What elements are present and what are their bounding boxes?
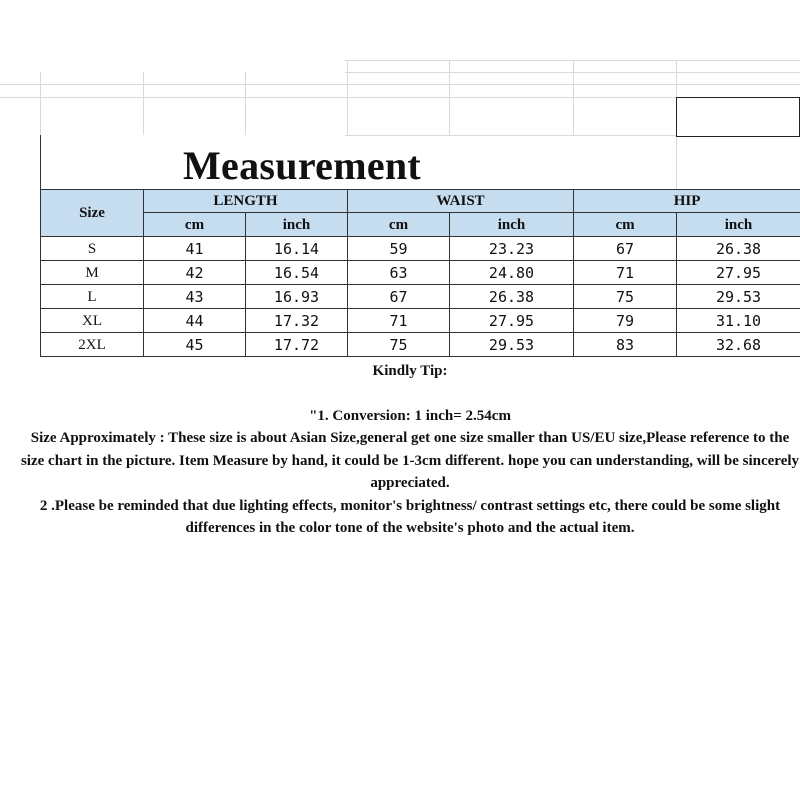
hip-group-header: HIP (574, 190, 800, 213)
size-label: S (41, 237, 144, 261)
table-cell: 16.54 (246, 261, 348, 285)
table-cell: 17.72 (246, 333, 348, 357)
table-cell: 31.10 (677, 309, 800, 333)
size-label: 2XL (41, 333, 144, 357)
table-cell: 26.38 (450, 285, 574, 309)
empty-cell-box (676, 97, 800, 137)
table-frame-edge (40, 135, 41, 190)
table-cell: 16.93 (246, 285, 348, 309)
background-gridline (449, 60, 450, 135)
table-cell: 42 (144, 261, 246, 285)
size-label: L (41, 285, 144, 309)
notes-section (20, 360, 800, 540)
table-cell: 29.53 (677, 285, 800, 309)
table-cell: 67 (348, 285, 450, 309)
unit-header: cm (348, 213, 450, 237)
table-cell: 79 (574, 309, 677, 333)
unit-header: inch (246, 213, 348, 237)
group-header-row (41, 190, 800, 213)
background-gridline (676, 135, 677, 189)
unit-header-row (41, 213, 800, 237)
unit-header: inch (677, 213, 800, 237)
table-cell: 75 (574, 285, 677, 309)
table-cell: 27.95 (450, 309, 574, 333)
table-cell: 75 (348, 333, 450, 357)
table-cell: 16.14 (246, 237, 348, 261)
table-cell: 17.32 (246, 309, 348, 333)
table-cell: 67 (574, 237, 677, 261)
table-cell: 63 (348, 261, 450, 285)
table-row (41, 309, 800, 333)
table-row (41, 237, 800, 261)
size-approximately-note: Size Approximately : These size is about Asian Size,general get one size smaller than US/EU size,Please reference to the size chart in the picture. Item Measure by hand, it could be 1-3cm different. hope you can understanding, will be sincerely appreciated. (20, 430, 800, 491)
size-column-header: Size (41, 190, 144, 237)
tip-heading: Kindly Tip: (372, 363, 448, 379)
background-gridline (245, 72, 246, 135)
table-cell: 43 (144, 285, 246, 309)
conversion-note: "1. Conversion: 1 inch= 2.54cm (309, 407, 511, 424)
size-label: M (41, 261, 144, 285)
size-chart-table (40, 189, 800, 357)
table-cell: 29.53 (450, 333, 574, 357)
table-cell: 71 (348, 309, 450, 333)
table-cell: 23.23 (450, 237, 574, 261)
unit-header: inch (450, 213, 574, 237)
table-cell: 44 (144, 309, 246, 333)
table-row (41, 285, 800, 309)
table-cell: 26.38 (677, 237, 800, 261)
background-gridline (573, 60, 574, 135)
background-gridline (0, 84, 800, 85)
table-row (41, 333, 800, 357)
table-cell: 59 (348, 237, 450, 261)
table-cell: 45 (144, 333, 246, 357)
unit-header: cm (574, 213, 677, 237)
table-cell: 24.80 (450, 261, 574, 285)
table-row (41, 261, 800, 285)
table-cell: 27.95 (677, 261, 800, 285)
unit-header: cm (144, 213, 246, 237)
background-gridline (347, 60, 348, 135)
table-cell: 83 (574, 333, 677, 357)
color-difference-note: 2 .Please be reminded that due lighting effects, monitor's brightness/ contrast settings etc, there could be some slight differences in the color tone of the website's photo and the actual item. (39, 497, 781, 536)
background-gridline (676, 60, 677, 97)
background-gridline (40, 72, 41, 135)
waist-group-header: WAIST (348, 190, 574, 213)
background-gridline (143, 72, 144, 135)
length-group-header: LENGTH (144, 190, 348, 213)
table-cell: 41 (144, 237, 246, 261)
table-cell: 32.68 (677, 333, 800, 357)
table-cell: 71 (574, 261, 677, 285)
page-title: Measurement (183, 143, 422, 188)
size-label: XL (41, 309, 144, 333)
